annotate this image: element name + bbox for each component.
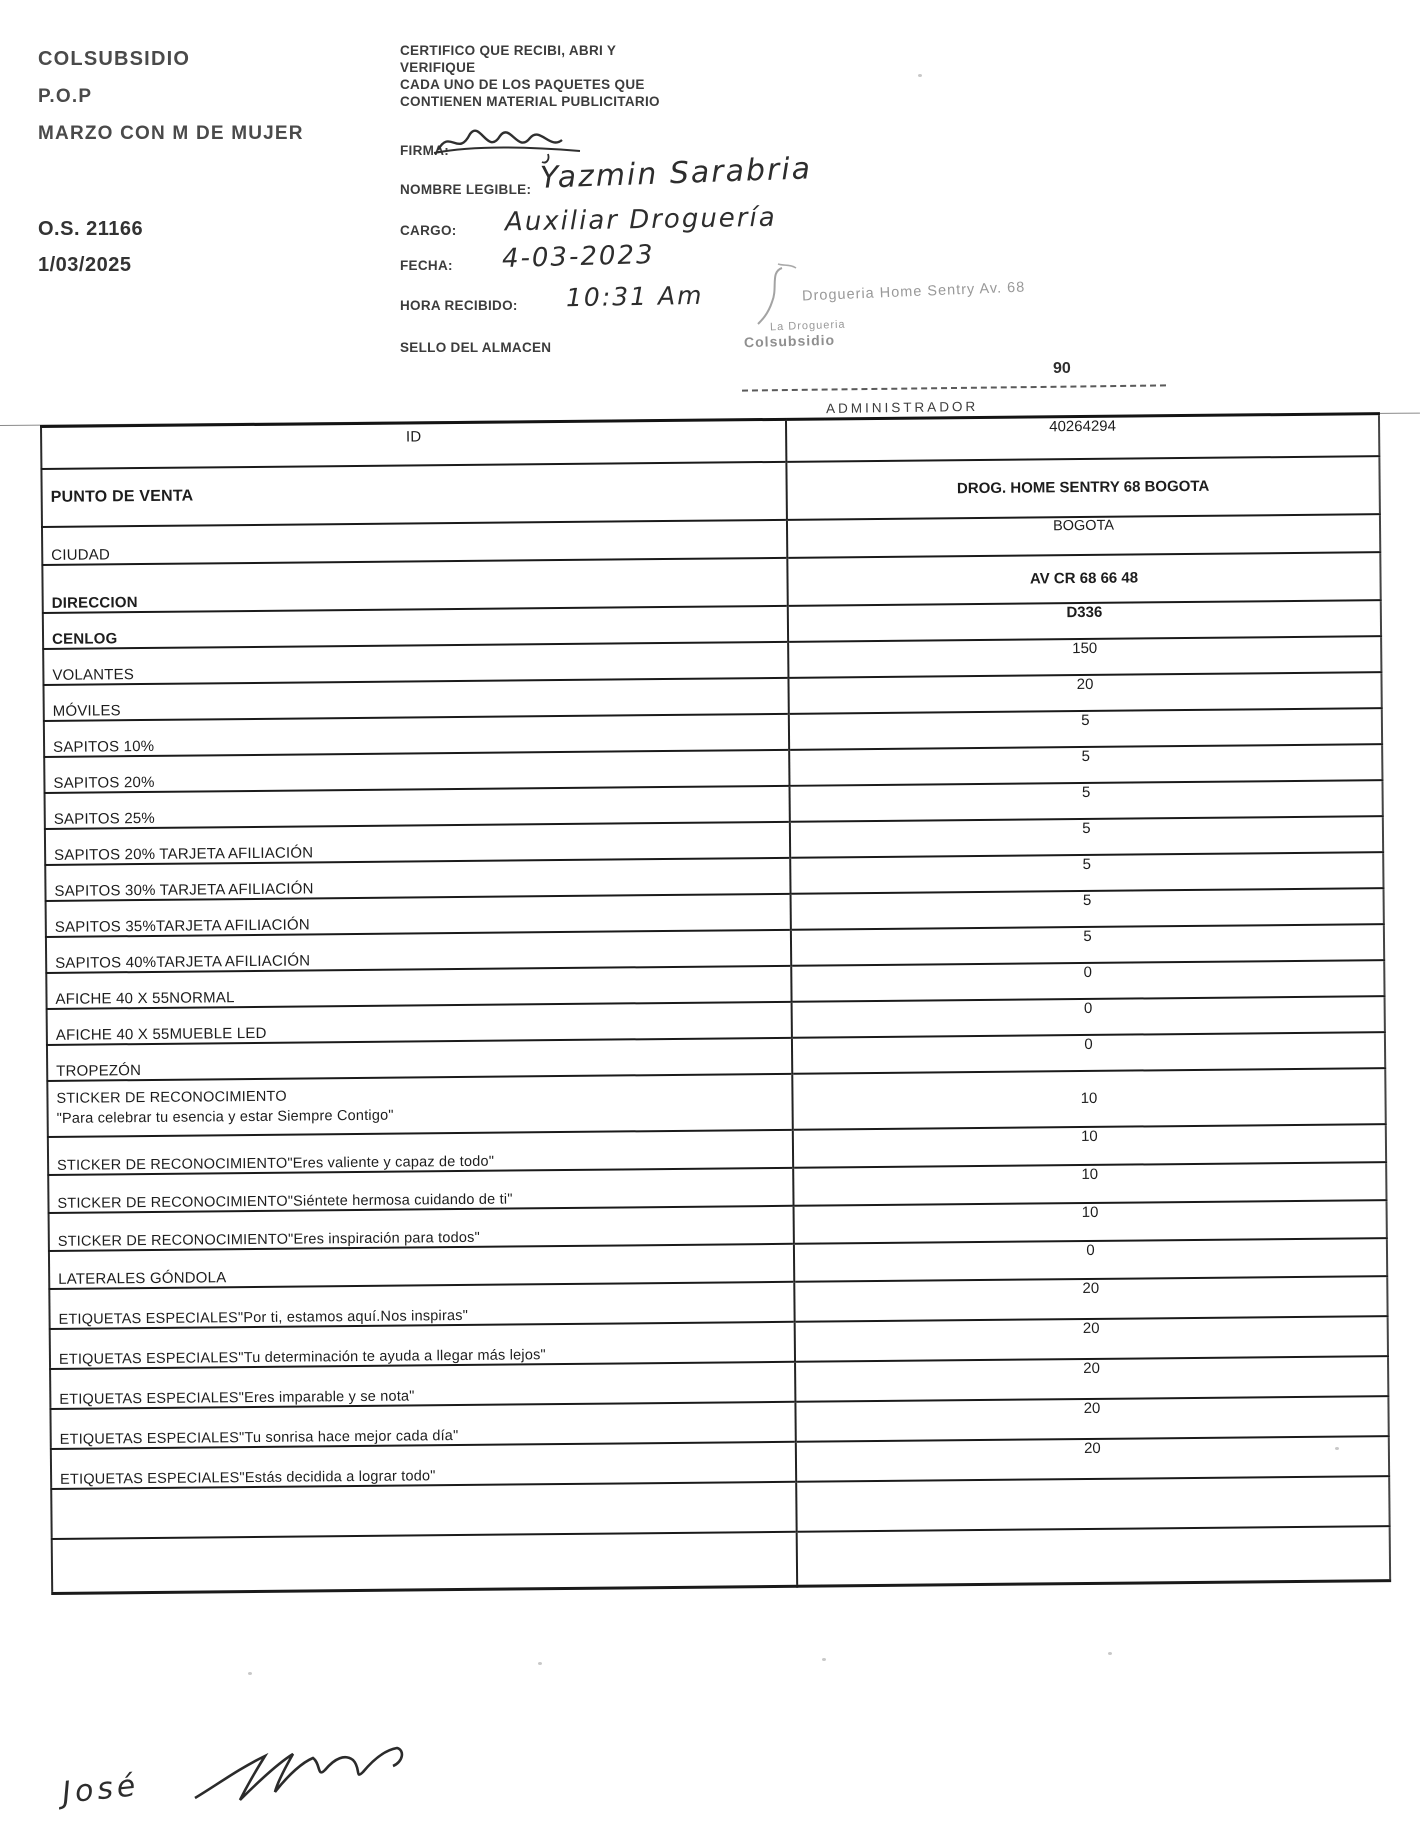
row-label-cell <box>51 1481 796 1538</box>
row-label-cell <box>41 461 787 526</box>
row-value-cell <box>786 456 1380 520</box>
row-value-cell <box>796 1476 1389 1532</box>
row-value: D336 <box>1066 603 1103 621</box>
row-value-cell <box>787 552 1380 606</box>
nombre-legible-value: Yazmin Sarabria <box>539 151 813 196</box>
row-value-cell <box>794 1200 1387 1244</box>
footer-signature-scribble <box>185 1728 415 1818</box>
row-value: 20 <box>1082 1279 1100 1297</box>
fecha-value: 4-03-2023 <box>501 240 655 274</box>
row-value-cell <box>788 600 1381 642</box>
row-label: LATERALES GÓNDOLA <box>58 1268 227 1288</box>
row-value-cell <box>796 1436 1389 1482</box>
row-label-cell <box>52 1531 797 1593</box>
row-label-cell <box>42 557 787 612</box>
row-label: CENLOG <box>51 629 118 648</box>
row-value-cell <box>793 1124 1386 1168</box>
document-header <box>38 48 304 160</box>
row-label: STICKER DE RECONOCIMIENTO"Eres inspiración para todos" <box>57 1229 481 1250</box>
stamp-line2: La Drogueria <box>769 318 846 334</box>
row-label: VOLANTES <box>52 665 135 684</box>
dashed-signature-line <box>742 384 1166 391</box>
company-name: COLSUBSIDIO <box>38 48 191 70</box>
row-value-cell <box>791 960 1384 1002</box>
row-value: 5 <box>1081 747 1090 765</box>
row-value-cell <box>787 514 1380 558</box>
row-value: 20 <box>1083 1399 1101 1417</box>
row-label-cell <box>47 1073 793 1136</box>
fecha-label: FECHA: <box>400 258 453 273</box>
administrador-label: ADMINISTRADOR <box>825 398 979 417</box>
stamp-mark-icon <box>752 262 800 328</box>
row-value: 20 <box>1076 675 1094 693</box>
row-label: ETIQUETAS ESPECIALES"Tu sonrisa hace mejor cada día" <box>59 1427 459 1448</box>
row-value: 10 <box>1080 1089 1098 1108</box>
stamp-store-name: Drogueria Home Sentry Av. 68 <box>801 279 1026 305</box>
row-value-cell <box>795 1356 1388 1402</box>
row-label: PUNTO DE VENTA <box>50 487 194 506</box>
row-value: 20 <box>1083 1439 1101 1457</box>
row-value: AV CR 68 66 48 <box>1029 569 1139 588</box>
row-label: STICKER DE RECONOCIMIENTO"Eres valiente y capaz de todo" <box>57 1153 495 1174</box>
row-value-cell <box>790 816 1383 858</box>
order-number: O.S. 21166 <box>38 218 144 240</box>
row-label: SAPITOS 30% TARJETA AFILIACIÓN <box>54 879 314 900</box>
hora-recibido-label: HORA RECIBIDO: <box>400 298 518 313</box>
row-label: SAPITOS 20% <box>53 773 155 792</box>
row-value-cell <box>793 1162 1386 1206</box>
row-value: 0 <box>1084 1035 1093 1053</box>
row-label-line2: "Para celebrar tu esencia y estar Siempre Contigo" <box>56 1107 394 1127</box>
row-value-cell <box>792 996 1385 1038</box>
stamp-company: Colsubsidio <box>743 331 836 351</box>
row-value: 5 <box>1081 711 1090 729</box>
material-table <box>40 412 1391 1595</box>
row-value: 0 <box>1086 1241 1095 1259</box>
hora-recibido-value: 10:31 Am <box>565 280 704 313</box>
order-block <box>38 218 143 290</box>
row-value-cell <box>794 1276 1387 1322</box>
row-label: ETIQUETAS ESPECIALES"Eres imparable y se nota" <box>59 1387 415 1408</box>
row-label: TROPEZÓN <box>56 1061 142 1080</box>
row-label: DIRECCION <box>51 593 138 612</box>
row-value: 5 <box>1081 783 1091 801</box>
row-value: 0 <box>1083 963 1093 981</box>
row-value-cell <box>788 672 1381 714</box>
row-label-cell <box>41 419 786 468</box>
row-label: ETIQUETAS ESPECIALES"Tu determinación te ayuda a llegar más lejos" <box>58 1346 546 1368</box>
scan-speck <box>248 1672 252 1675</box>
firma-label: FIRMA: <box>400 143 450 158</box>
row-value: 10 <box>1081 1203 1099 1221</box>
footer-signature-name: José <box>60 1768 141 1811</box>
row-label: SAPITOS 10% <box>53 737 155 756</box>
row-value: 40264294 <box>1049 417 1117 436</box>
row-value: 5 <box>1082 891 1092 909</box>
row-value: 5 <box>1082 819 1091 837</box>
row-value: DROG. HOME SENTRY 68 BOGOTA <box>956 477 1210 498</box>
row-value-cell <box>789 744 1382 786</box>
material-table-wrap <box>40 412 1391 1595</box>
row-label: ETIQUETAS ESPECIALES"Por ti, estamos aquí.Nos inspiras" <box>58 1307 469 1328</box>
row-value: 10 <box>1080 1127 1098 1145</box>
row-label: SAPITOS 20% TARJETA AFILIACIÓN <box>54 843 314 864</box>
row-label: SAPITOS 35%TARJETA AFILIACIÓN <box>54 915 310 936</box>
sello-almacen-label: SELLO DEL ALMACEN <box>400 340 552 355</box>
row-value: 150 <box>1072 639 1098 657</box>
row-value-cell <box>789 708 1382 750</box>
row-value: 20 <box>1083 1359 1101 1377</box>
row-label: ETIQUETAS ESPECIALES"Estás decidida a lograr todo" <box>60 1467 436 1488</box>
row-label: ID <box>405 428 422 446</box>
row-value-cell <box>791 924 1384 966</box>
row-value-cell <box>794 1238 1387 1282</box>
row-value-cell <box>792 1068 1386 1130</box>
row-label: AFICHE 40 X 55MUEBLE LED <box>55 1024 267 1044</box>
row-value: 5 <box>1083 927 1092 945</box>
row-value: BOGOTA <box>1052 517 1115 534</box>
scan-speck <box>1108 1652 1112 1655</box>
page-number: 90 <box>1053 360 1071 377</box>
cargo-value: Auxiliar Droguería <box>504 202 777 238</box>
row-label: CIUDAD <box>51 545 111 564</box>
certification-line: CADA UNO DE LOS PAQUETES QUE <box>400 77 645 92</box>
row-value-cell <box>789 780 1382 822</box>
row-value-cell <box>791 888 1384 930</box>
row-value-cell <box>790 852 1383 894</box>
row-value-cell <box>795 1396 1388 1442</box>
row-label: MÓVILES <box>52 701 121 720</box>
row-label: AFICHE 40 X 55NORMAL <box>55 988 235 1008</box>
certification-text <box>400 42 740 110</box>
row-label: STICKER DE RECONOCIMIENTO <box>56 1088 287 1107</box>
scan-speck <box>1335 1447 1339 1450</box>
row-label: SAPITOS 25% <box>53 809 155 828</box>
scan-speck <box>822 1658 826 1661</box>
cargo-label: CARGO: <box>400 223 457 238</box>
program-name: P.O.P <box>38 86 93 107</box>
table-row <box>52 1526 1390 1594</box>
row-value-cell <box>786 414 1379 462</box>
scan-speck <box>918 74 922 77</box>
certification-line: CONTIENEN MATERIAL PUBLICITARIO <box>400 94 660 109</box>
row-value-cell <box>797 1526 1391 1587</box>
campaign-title: MARZO CON M DE MUJER <box>38 123 304 144</box>
scan-speck <box>538 1662 542 1665</box>
nombre-legible-label: NOMBRE LEGIBLE: <box>400 182 532 197</box>
row-value: 0 <box>1083 999 1093 1017</box>
row-value-cell <box>795 1316 1388 1362</box>
order-date: 1/03/2025 <box>38 254 132 276</box>
row-value-cell <box>788 636 1381 678</box>
row-value: 5 <box>1082 855 1092 873</box>
row-label: SAPITOS 40%TARJETA AFILIACIÓN <box>55 951 311 972</box>
row-value: 10 <box>1081 1165 1099 1183</box>
row-value-cell <box>792 1032 1385 1074</box>
row-label: STICKER DE RECONOCIMIENTO"Siéntete hermosa cuidando de ti" <box>57 1190 513 1212</box>
certification-line: CERTIFICO QUE RECIBI, ABRI Y <box>400 43 617 58</box>
row-value: 20 <box>1082 1319 1100 1337</box>
certification-line: VERIFIQUE <box>400 60 476 75</box>
